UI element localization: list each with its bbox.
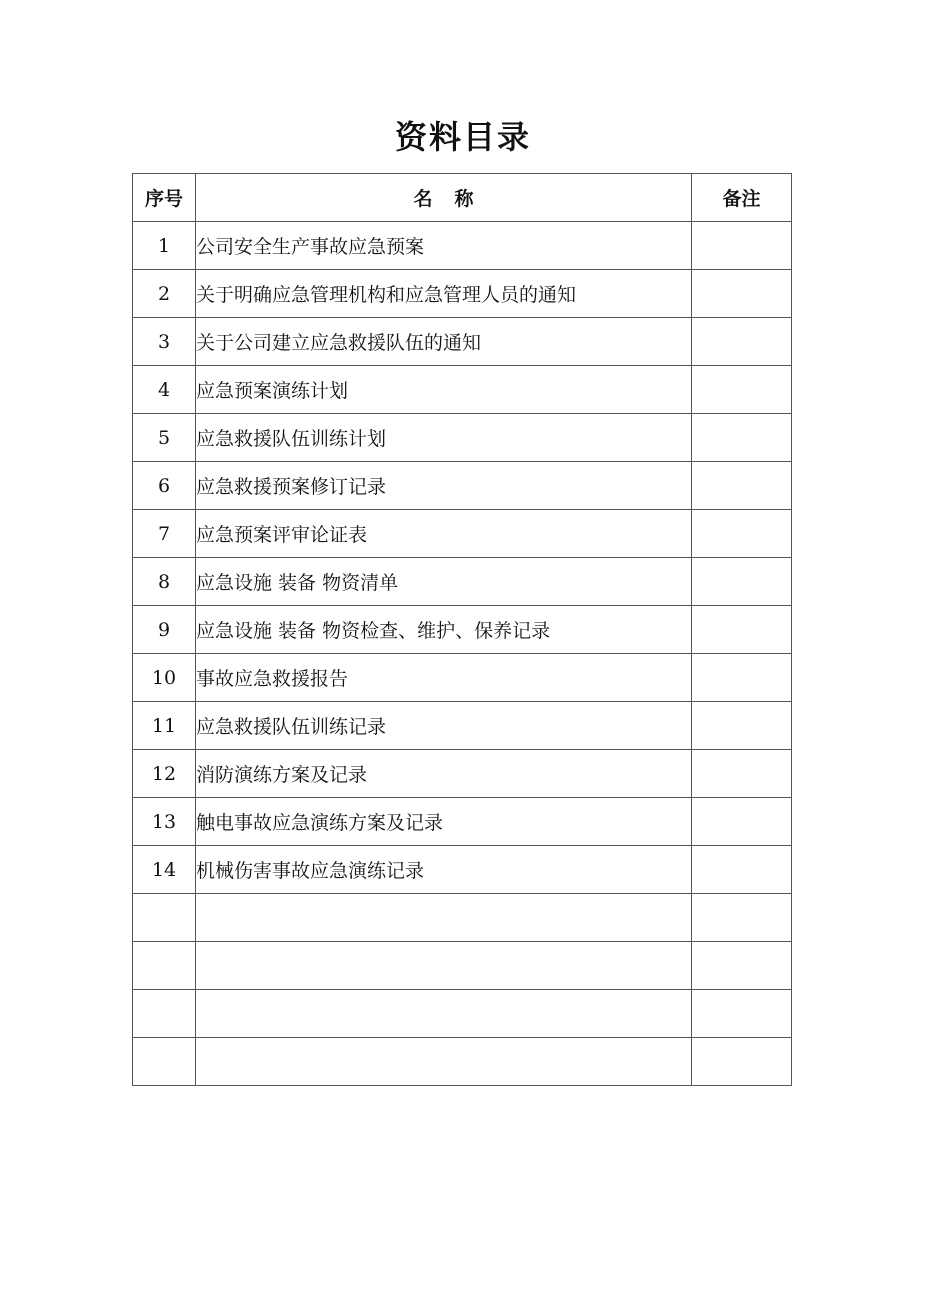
row-index: 5 [133,414,196,462]
row-name [196,894,692,942]
row-name [196,1038,692,1086]
row-index: 13 [133,798,196,846]
row-index: 11 [133,702,196,750]
row-index: 8 [133,558,196,606]
table-row [133,942,792,990]
row-name: 应急预案演练计划 [196,366,692,414]
row-remark [692,702,792,750]
row-name: 应急预案评审论证表 [196,510,692,558]
row-remark [692,750,792,798]
table-row [133,270,792,318]
table-header-row [133,174,792,222]
row-name: 机械伤害事故应急演练记录 [196,846,692,894]
row-index [133,942,196,990]
table-row [133,222,792,270]
table-row [133,606,792,654]
row-remark [692,414,792,462]
table-body [133,222,792,1086]
row-name: 公司安全生产事故应急预案 [196,222,692,270]
row-name: 消防演练方案及记录 [196,750,692,798]
row-remark [692,894,792,942]
header-index: 序号 [133,174,196,222]
row-remark [692,798,792,846]
row-remark [692,510,792,558]
table-row [133,990,792,1038]
row-index: 14 [133,846,196,894]
row-remark [692,654,792,702]
table-row [133,750,792,798]
row-remark [692,318,792,366]
row-index: 9 [133,606,196,654]
table-row [133,846,792,894]
row-remark [692,606,792,654]
table-row [133,558,792,606]
row-index: 10 [133,654,196,702]
page-title: 资料目录 [394,118,531,156]
row-index: 7 [133,510,196,558]
row-index: 12 [133,750,196,798]
row-remark [692,558,792,606]
table-row [133,510,792,558]
row-index: 4 [133,366,196,414]
table-row [133,318,792,366]
row-remark [692,222,792,270]
row-name: 关于公司建立应急救援队伍的通知 [196,318,692,366]
header-name-label: 名称 [413,188,496,210]
catalog-table [132,173,792,1086]
row-index: 3 [133,318,196,366]
table-row [133,366,792,414]
row-remark [692,462,792,510]
row-name: 应急设施 装备 物资清单 [196,558,692,606]
row-name: 触电事故应急演练方案及记录 [196,798,692,846]
table-row [133,654,792,702]
row-name [196,942,692,990]
row-remark [692,846,792,894]
table-row [133,798,792,846]
header-remark: 备注 [692,174,792,222]
row-remark [692,990,792,1038]
table-row [133,1038,792,1086]
table-row [133,702,792,750]
row-remark [692,1038,792,1086]
row-remark [692,366,792,414]
row-index: 2 [133,270,196,318]
header-name [196,174,692,222]
row-index [133,1038,196,1086]
row-name: 应急救援队伍训练记录 [196,702,692,750]
row-name: 应急救援预案修订记录 [196,462,692,510]
table-row [133,462,792,510]
table-row [133,414,792,462]
row-index [133,894,196,942]
row-remark [692,942,792,990]
row-name: 应急救援队伍训练计划 [196,414,692,462]
row-name: 事故应急救援报告 [196,654,692,702]
row-index [133,990,196,1038]
row-remark [692,270,792,318]
row-index: 6 [133,462,196,510]
row-index: 1 [133,222,196,270]
row-name: 应急设施 装备 物资检查、维护、保养记录 [196,606,692,654]
row-name [196,990,692,1038]
row-name: 关于明确应急管理机构和应急管理人员的通知 [196,270,692,318]
table-row [133,894,792,942]
